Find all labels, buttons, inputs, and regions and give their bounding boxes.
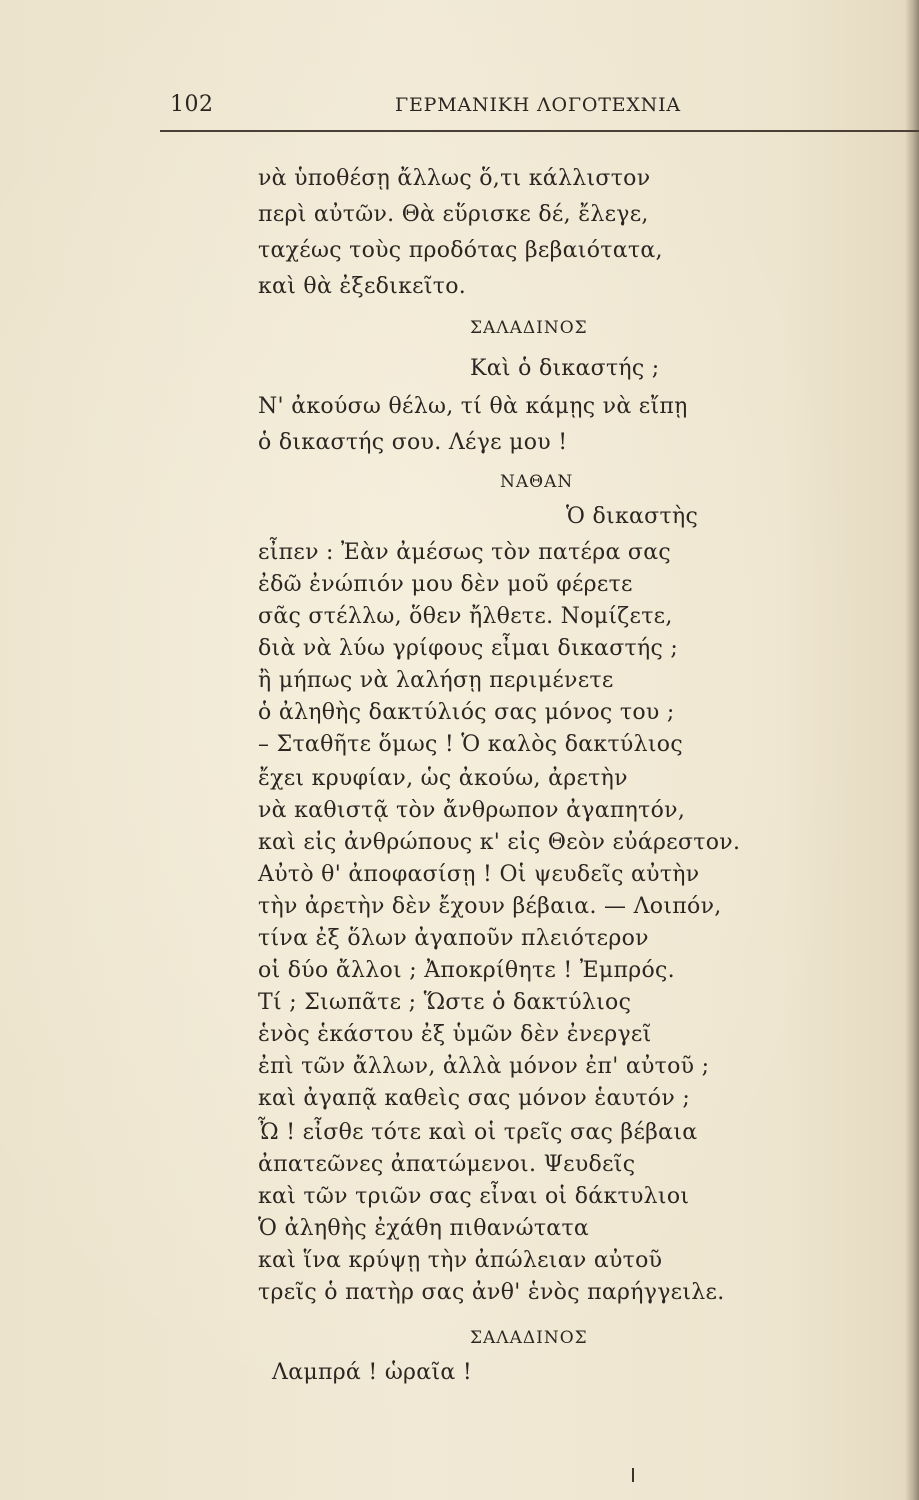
text-line: Καὶ ὁ δικαστής ;	[470, 356, 660, 381]
text-line: ὁ ἀληθὴς δακτύλιός σας μόνος του ;	[258, 700, 675, 725]
page-edge-shadow	[905, 0, 919, 1500]
text-line: – Σταθῆτε ὅμως ! Ὁ καλὸς δακτύλιος	[258, 732, 683, 757]
text-line: καὶ εἰς ἀνθρώπους κ' εἰς Θεὸν εὐάρεστον.	[258, 830, 741, 855]
text-line: τίνα ἐξ ὅλων ἀγαποῦν πλειότερον	[258, 926, 649, 951]
text-line: νὰ καθιστᾷ τὸν ἄνθρωπον ἀγαπητόν,	[258, 798, 686, 823]
page-header	[170, 92, 850, 126]
text-line: οἱ δύο ἄλλοι ; Ἀποκρίθητε ! Ἐμπρός.	[258, 958, 675, 983]
text-line: καὶ θὰ ἐξεδικεῖτο.	[258, 274, 467, 299]
speaker-name: ΣΑΛΑΔΙΝΟΣ	[470, 318, 588, 338]
text-line: ἐπὶ τῶν ἄλλων, ἀλλὰ μόνον ἐπ' αὐτοῦ ;	[258, 1054, 710, 1079]
text-line: τρεῖς ὁ πατὴρ σας ἀνθ' ἑνὸς παρήγγειλε.	[258, 1280, 725, 1305]
text-line: ἔχει κρυφίαν, ὡς ἀκούω, ἀρετὴν	[258, 766, 628, 791]
text-line: ἑνὸς ἑκάστου ἐξ ὑμῶν δὲν ἐνεργεῖ	[258, 1022, 652, 1047]
text-line: περὶ αὐτῶν. Θὰ εὕρισκε δέ, ἔλεγε,	[258, 202, 649, 227]
text-line: Ν' ἀκούσω θέλω, τί θὰ κάμῃς νὰ εἴπῃ	[258, 394, 688, 419]
text-line: ἀπατεῶνες ἀπατώμενοι. Ψευδεῖς	[258, 1152, 636, 1177]
text-line: εἶπεν : Ἐὰν ἀμέσως τὸν πατέρα σας	[258, 540, 672, 565]
text-line: Ὁ δικαστὴς	[566, 504, 699, 529]
text-line: Λαμπρά ! ὡραῖα !	[272, 1360, 472, 1385]
text-line: Αὐτὸ θ' ἀποφασίσῃ ! Οἱ ψευδεῖς αὐτὴν	[258, 862, 700, 887]
text-line: νὰ ὑποθέσῃ ἄλλως ὅ,τι κάλλιστον	[258, 166, 651, 191]
running-title: ΓΕΡΜΑΝΙΚΗ ΛΟΓΟΤΕΧΝΙΑ	[395, 94, 681, 116]
speaker-name: ΣΑΛΑΔΙΝΟΣ	[470, 1328, 588, 1348]
text-line: καὶ ἵνα κρύψῃ τὴν ἀπώλειαν αὐτοῦ	[258, 1248, 663, 1273]
text-line: ἐδῶ ἐνώπιόν μου δὲν μοῦ φέρετε	[258, 572, 633, 597]
text-line: ὁ δικαστής σου. Λέγε μου !	[258, 430, 568, 455]
header-rule	[160, 130, 919, 132]
text-line: Ὦ ! εἶσθε τότε καὶ οἱ τρεῖς σας βέβαια	[258, 1120, 698, 1145]
text-line: Ὁ ἀληθὴς ἐχάθη πιθανώτατα	[258, 1216, 590, 1241]
text-line: καὶ τῶν τριῶν σας εἶναι οἱ δάκτυλιοι	[258, 1184, 690, 1209]
text-line: καὶ ἀγαπᾷ καθεὶς σας μόνον ἑαυτόν ;	[258, 1086, 691, 1111]
text-line: Τί ; Σιωπᾶτε ; Ὥστε ὁ δακτύλιος	[258, 990, 632, 1015]
speaker-name: ΝΑΘΑΝ	[500, 472, 574, 492]
page-number: 102	[170, 92, 214, 117]
text-line: ταχέως τοὺς προδότας βεβαιότατα,	[258, 238, 663, 263]
text-line: σᾶς στέλλω, ὅθεν ἤλθετε. Νομίζετε,	[258, 604, 673, 629]
text-line: ἢ μήπως νὰ λαλήσῃ περιμένετε	[258, 668, 614, 693]
text-line: τὴν ἀρετὴν δὲν ἔχουν βέβαια. — Λοιπόν,	[258, 894, 722, 919]
print-mark	[632, 1468, 634, 1482]
text-line: διὰ νὰ λύω γρίφους εἶμαι δικαστής ;	[258, 636, 679, 661]
